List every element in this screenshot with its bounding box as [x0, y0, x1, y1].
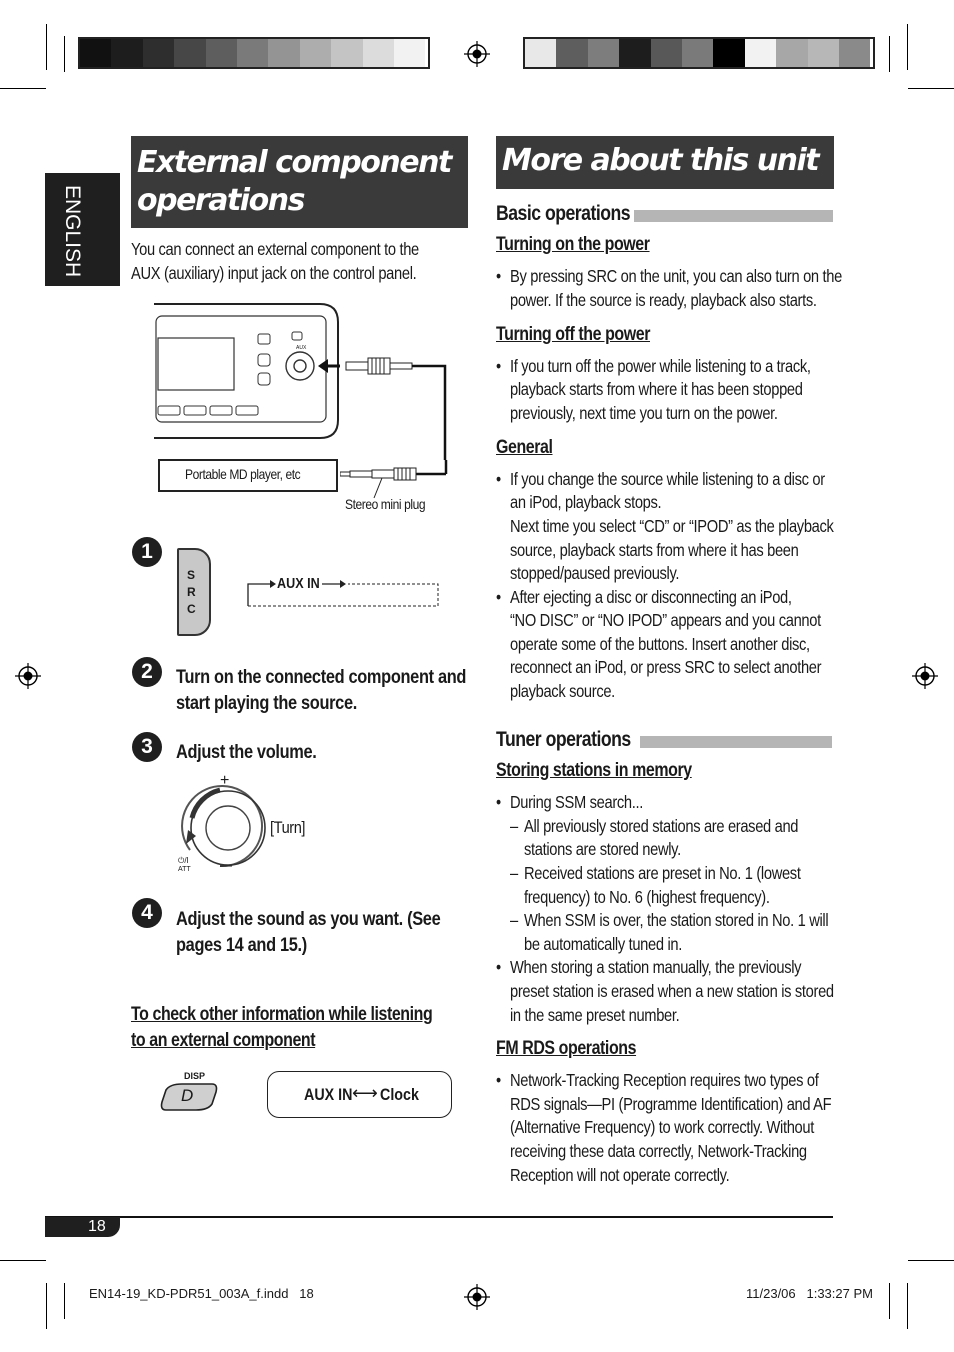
crop-mark — [64, 36, 65, 72]
toggle-arrow-icon: ⟷ — [352, 1083, 378, 1103]
color-swatch — [363, 39, 394, 67]
toggle-left-label: AUX IN — [304, 1085, 353, 1104]
fm-rds-text: (Alternative Frequency) to work correctly. Without — [510, 1117, 814, 1137]
right-title: More about this unit — [502, 143, 819, 178]
general-text: If you change the source while listening to a disc or — [510, 469, 825, 489]
step-number-4: 4 — [132, 898, 162, 928]
general-text: operate some of the buttons. Insert another disc, — [510, 634, 810, 654]
left-title-box — [131, 136, 468, 228]
dash-marker: – — [510, 816, 518, 836]
color-swatch — [839, 39, 870, 67]
general-text: stopped/paused previously. — [510, 563, 680, 583]
src-button[interactable] — [177, 548, 211, 636]
fm-rds-text: Reception will not operate correctly. — [510, 1165, 730, 1185]
aux-flow-diagram — [244, 574, 444, 610]
step-4-line1: Adjust the sound as you want. (See — [176, 908, 441, 930]
crop-mark — [0, 88, 46, 89]
storing-text: in the same preset number. — [510, 1005, 680, 1025]
knob-plus-label: + — [220, 772, 230, 789]
color-swatch — [713, 39, 744, 67]
section-bar — [640, 736, 832, 748]
step-number-2: 2 — [132, 657, 162, 687]
registration-mark-icon — [464, 41, 490, 67]
color-swatch — [556, 39, 587, 67]
language-tab-label: ENGLISH — [61, 185, 84, 278]
color-swatch — [588, 39, 619, 67]
crop-mark — [908, 1260, 954, 1261]
tuner-operations-heading: Tuner operations — [496, 728, 631, 751]
head-unit-diagram — [150, 300, 460, 460]
turning-off-text: playback starts from where it has been stopped — [510, 379, 803, 399]
bullet-marker: • — [496, 957, 501, 977]
color-swatch — [206, 39, 237, 67]
crop-mark — [907, 1283, 908, 1329]
step-number-3: 3 — [132, 732, 162, 762]
storing-text: All previously stored stations are erased and — [524, 816, 799, 836]
color-swatch — [174, 39, 205, 67]
dash-marker: – — [510, 910, 518, 930]
page-number-tab — [45, 1217, 120, 1237]
general-text: After ejecting a disc or disconnecting an iPod, — [510, 587, 792, 607]
bullet-marker: • — [496, 469, 501, 489]
bullet-marker: • — [496, 356, 501, 376]
left-intro-line1: You can connect an external component to the — [131, 239, 419, 259]
knob-minus-label: — — [220, 858, 232, 872]
storing-text: When SSM is over, the station stored in No. 1 will — [524, 910, 829, 930]
turn-label: [Turn] — [270, 818, 306, 837]
storing-text: frequency) to No. 6 (highest frequency). — [524, 887, 770, 907]
storing-text: stations are stored newly. — [524, 839, 681, 859]
color-swatch — [619, 39, 650, 67]
footer-file-info: EN14-19_KD-PDR51_003A_f.indd 18 — [89, 1286, 314, 1301]
footer-rule — [45, 1216, 833, 1218]
left-title-line1: External component — [137, 145, 451, 180]
bullet-marker: • — [496, 792, 501, 812]
general-text: reconnect an iPod, or press SRC to select another — [510, 657, 822, 677]
stereo-plug-diagram — [340, 460, 460, 500]
dash-marker: – — [510, 863, 518, 883]
left-intro-line2: AUX (auxiliary) input jack on the control panel. — [131, 263, 417, 283]
storing-text: Received stations are preset in No. 1 (lowest — [524, 863, 801, 883]
color-swatch-bar-right — [523, 37, 875, 69]
crop-mark — [46, 1283, 47, 1329]
crop-mark — [889, 1283, 890, 1319]
src-letter: R — [187, 585, 196, 599]
color-swatch — [80, 39, 111, 67]
check-info-heading-line1: To check other information while listening — [131, 1004, 433, 1025]
color-swatch-bar-left — [78, 37, 430, 69]
aux-in-flow-label: AUX IN — [277, 575, 320, 592]
color-swatch — [808, 39, 839, 67]
aux-jack-label: AUX — [296, 345, 307, 351]
step-2-line2: start playing the source. — [176, 692, 357, 714]
portable-player-label: Portable MD player, etc — [185, 466, 301, 482]
src-letter: C — [187, 602, 196, 616]
color-swatch — [394, 39, 425, 67]
left-title-line2: operations — [137, 183, 304, 218]
knob-power-label: ⏻/I — [178, 856, 189, 865]
storing-heading: Storing stations in memory — [496, 760, 692, 781]
step-3-line1: Adjust the volume. — [176, 741, 317, 763]
color-swatch — [237, 39, 268, 67]
section-bar — [634, 210, 833, 222]
turning-off-heading: Turning off the power — [496, 324, 651, 345]
basic-operations-heading: Basic operations — [496, 202, 631, 225]
toggle-right-label: Clock — [380, 1085, 419, 1104]
bullet-marker: • — [496, 587, 501, 607]
color-swatch — [143, 39, 174, 67]
storing-text: be automatically tuned in. — [524, 934, 682, 954]
turning-on-text: power. If the source is ready, playback also starts. — [510, 290, 817, 310]
turning-off-text: previously, next time you turn on the power. — [510, 403, 778, 423]
storing-text: When storing a station manually, the previously — [510, 957, 802, 977]
color-swatch — [300, 39, 331, 67]
right-title-box — [496, 136, 834, 189]
turning-on-heading: Turning on the power — [496, 234, 650, 255]
crop-mark — [0, 1260, 46, 1261]
crop-mark — [64, 1283, 65, 1319]
color-swatch — [525, 39, 556, 67]
storing-text: preset station is erased when a new station is stored — [510, 981, 834, 1001]
color-swatch — [268, 39, 299, 67]
color-swatch — [682, 39, 713, 67]
step-number-1: 1 — [132, 537, 162, 567]
stereo-plug-label: Stereo mini plug — [345, 496, 426, 512]
fm-rds-text: receiving these data correctly, Network-Tracking — [510, 1141, 807, 1161]
turning-on-text: By pressing SRC on the unit, you can also turn on the — [510, 266, 842, 286]
general-text: “NO DISC” or “NO IPOD” appears and you cannot — [510, 610, 821, 630]
color-swatch — [331, 39, 362, 67]
general-text: source, playback starts from where it has been — [510, 540, 799, 560]
color-swatch — [745, 39, 776, 67]
fm-rds-text: RDS signals—PI (Programme Identification) and AF — [510, 1094, 832, 1114]
step-2-line1: Turn on the connected component and — [176, 666, 467, 688]
crop-mark — [908, 88, 954, 89]
crop-mark — [46, 24, 47, 70]
crop-mark — [907, 24, 908, 70]
general-text: Next time you select “CD” or “IPOD” as the playback — [510, 516, 834, 536]
registration-mark-icon — [15, 663, 41, 689]
storing-text: During SSM search... — [510, 792, 643, 812]
language-tab — [45, 173, 120, 286]
check-info-heading-line2: to an external component — [131, 1030, 316, 1051]
general-heading: General — [496, 437, 553, 458]
disp-key-letter: D — [181, 1086, 194, 1105]
knob-att-label: ATT — [178, 866, 191, 873]
general-text: playback source. — [510, 681, 615, 701]
color-swatch — [111, 39, 142, 67]
crop-mark — [889, 36, 890, 72]
fm-rds-heading: FM RDS operations — [496, 1038, 637, 1059]
turning-off-text: If you turn off the power while listening to a track, — [510, 356, 811, 376]
registration-mark-icon — [912, 663, 938, 689]
registration-mark-icon — [464, 1284, 490, 1310]
disp-label: DISP — [184, 1071, 206, 1081]
color-swatch — [776, 39, 807, 67]
fm-rds-text: Network-Tracking Reception requires two types of — [510, 1070, 819, 1090]
general-text: an iPod, playback stops. — [510, 492, 662, 512]
footer-date-time: 11/23/06 1:33:27 PM — [746, 1286, 873, 1301]
page-number: 18 — [88, 1218, 106, 1235]
bullet-marker: • — [496, 266, 501, 286]
step-4-line2: pages 14 and 15.) — [176, 934, 307, 956]
src-letter: S — [187, 568, 196, 582]
color-swatch — [651, 39, 682, 67]
bullet-marker: • — [496, 1070, 501, 1090]
